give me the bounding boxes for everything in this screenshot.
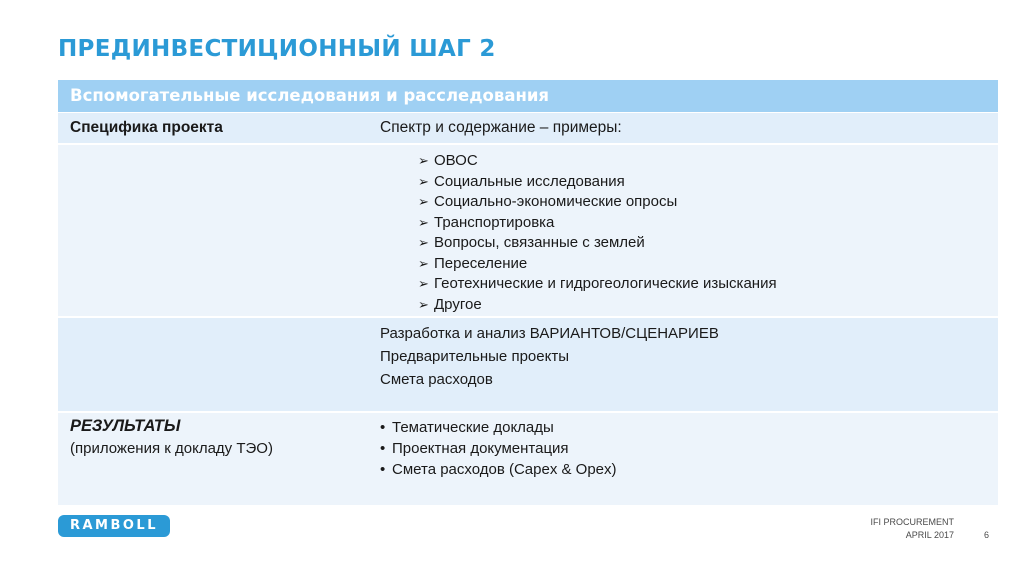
arrow-bullet-icon: ➢ <box>418 173 429 189</box>
list-item: ➢ Вопросы, связанные с землей <box>418 233 777 254</box>
list-item: ➢ Социально-экономические опросы <box>418 192 777 213</box>
content-table <box>58 80 998 505</box>
arrow-bullet-icon: ➢ <box>418 296 429 312</box>
footer-date: APRIL 2017 <box>905 530 954 540</box>
arrow-bullet-icon: ➢ <box>418 194 429 209</box>
list-item: • Тематические доклады <box>380 419 554 436</box>
specifics-label: Специфика проекта <box>70 119 223 136</box>
list-item: ➢ Геотехнические и гидрогеологические изыскания <box>418 274 777 295</box>
studies-list <box>418 151 777 315</box>
bullet-icon: • <box>380 461 386 478</box>
results-title: РЕЗУЛЬТАТЫ <box>70 417 181 435</box>
list-item: • Проектная документация <box>380 440 569 457</box>
bullet-icon: • <box>380 419 386 436</box>
list-item: ➢ Переселение <box>418 254 777 275</box>
arrow-bullet-icon: ➢ <box>418 276 429 291</box>
results-label-block <box>70 417 273 457</box>
results-subtitle: (приложения к докладу ТЭО) <box>70 440 273 457</box>
list-item: • Смета расходов (Capex & Opex) <box>380 461 617 478</box>
arrow-bullet-icon: ➢ <box>418 235 429 250</box>
arrow-bullet-icon: ➢ <box>418 214 429 230</box>
bullet-icon: • <box>380 440 386 457</box>
options-block <box>380 322 719 391</box>
results-list <box>380 417 617 480</box>
scope-label: Спектр и содержание – примеры: <box>380 119 622 136</box>
ramboll-logo: RAMBOLL <box>58 515 170 537</box>
list-item: ➢ ОВОС <box>418 151 777 172</box>
arrow-bullet-icon: ➢ <box>418 255 429 271</box>
options-line: Разработка и анализ ВАРИАНТОВ/СЦЕНАРИЕВ <box>380 325 719 342</box>
table-row-results <box>58 411 998 505</box>
list-item: ➢ Другое <box>418 295 777 316</box>
options-line: Предварительные проекты <box>380 348 569 365</box>
options-line: Смета расходов <box>380 371 493 388</box>
list-item: ➢ Социальные исследования <box>418 172 777 193</box>
table-row-options <box>58 316 998 411</box>
page-title: ПРЕДИНВЕСТИЦИОННЫЙ ШАГ 2 <box>58 36 496 62</box>
table-row-specifics <box>58 113 998 143</box>
page-number: 6 <box>984 530 990 540</box>
footer <box>870 516 954 542</box>
table-header-text: Вспомогательные исследования и расследования <box>70 86 550 105</box>
list-item: ➢ Транспортировка <box>418 213 777 234</box>
arrow-bullet-icon: ➢ <box>418 153 429 168</box>
table-row-studies <box>58 143 998 316</box>
table-header <box>58 80 998 113</box>
footer-title: IFI PROCUREMENT <box>870 517 954 527</box>
